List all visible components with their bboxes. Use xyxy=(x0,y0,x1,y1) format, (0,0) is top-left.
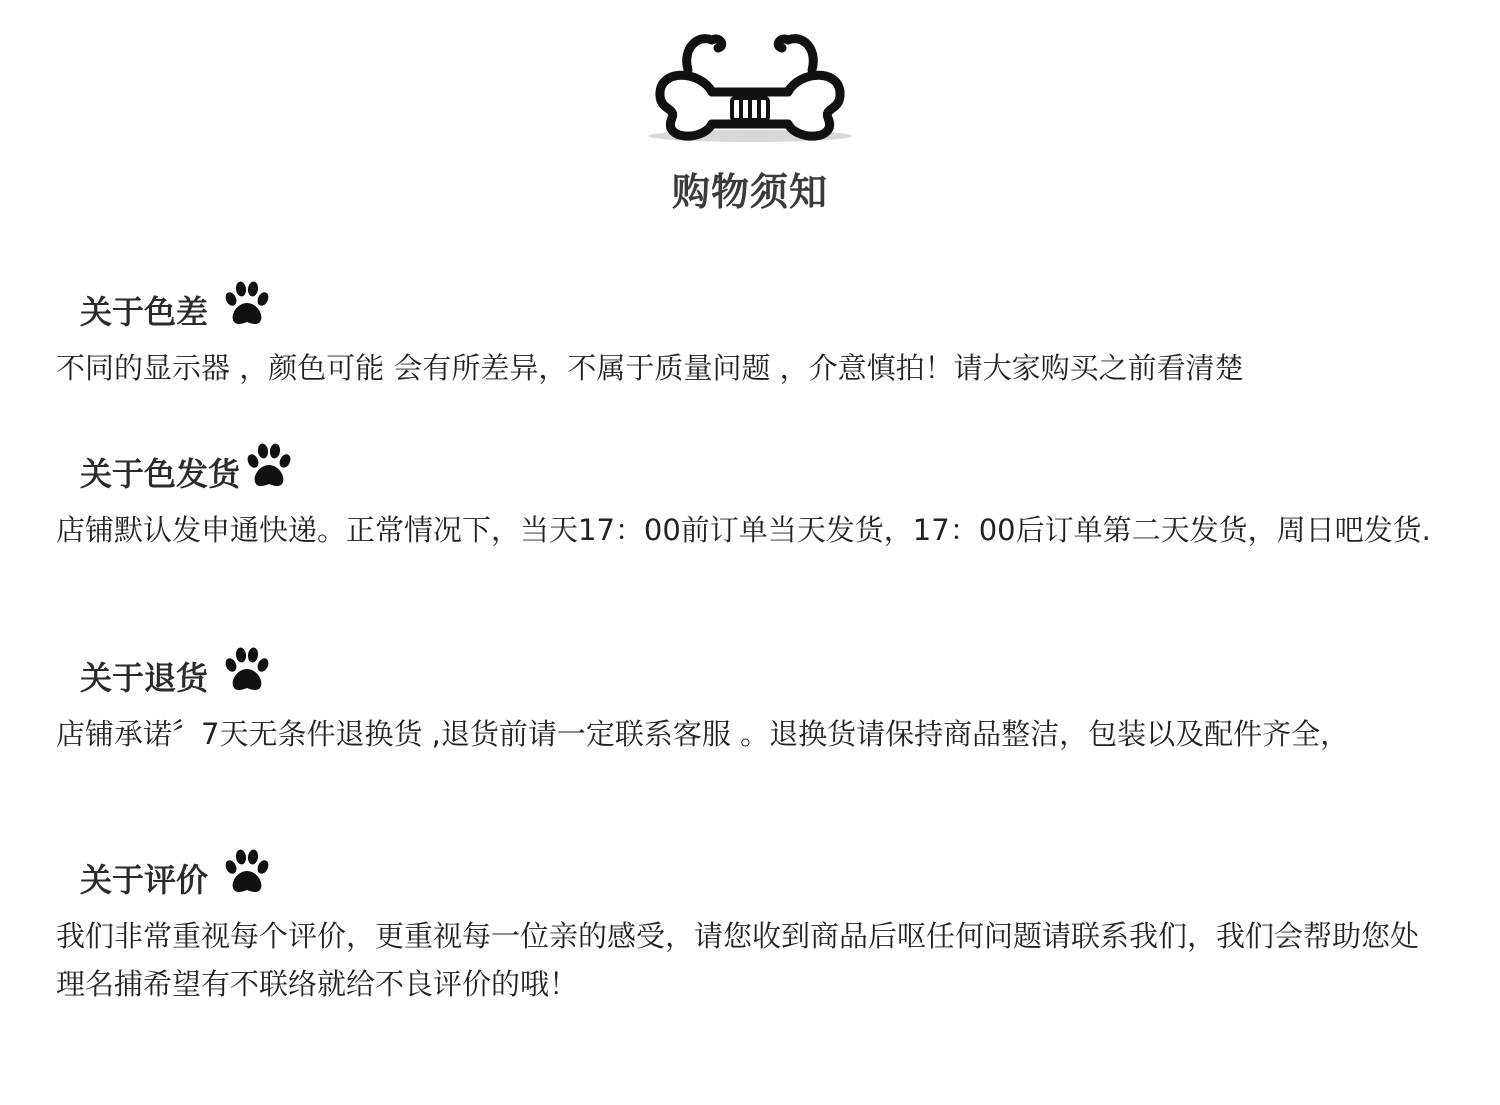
section-returns xyxy=(56,650,1446,758)
page-title: 购物须知 xyxy=(671,170,828,214)
paw-icon xyxy=(244,441,294,495)
section-shipping xyxy=(56,446,1446,554)
section-reviews xyxy=(56,852,1446,1008)
bone-icon xyxy=(640,18,860,148)
section-color-difference xyxy=(56,284,1446,392)
section-heading: 关于色发货 xyxy=(80,455,241,493)
section-text: 店铺承诺〞7天无条件退换货 ,退货前请一定联系客服 。退换货请保持商品整洁，包装以及配件齐全， xyxy=(56,717,1350,751)
paw-icon xyxy=(222,279,272,333)
section-heading: 关于色差 xyxy=(80,293,209,331)
section-header xyxy=(80,650,1446,706)
section-heading: 关于退货 xyxy=(80,659,209,697)
section-heading: 关于评价 xyxy=(80,861,209,899)
section-header xyxy=(80,852,1446,908)
paw-icon xyxy=(222,847,272,901)
section-text: 不同的显示器 ，颜色可能 会有所差异，不属于质量问题 ，介意慎拍！请大家购买之前看清楚 xyxy=(56,351,1244,385)
section-text: 店铺默认发申通快递。正常情况下，当天17：00前订单当天发货，17：00后订单第二天发货，周日吧发货. xyxy=(56,513,1431,547)
paw-icon xyxy=(222,645,272,699)
section-text: 我们非常重视每个评价，更重视每一位亲的感受，请您收到商品后呕任何问题请联系我们，我们会帮助您处理名捕希望有不联络就给不良评价的哦！ xyxy=(56,919,1420,1001)
section-header xyxy=(80,284,1446,340)
section-header xyxy=(80,446,1446,502)
